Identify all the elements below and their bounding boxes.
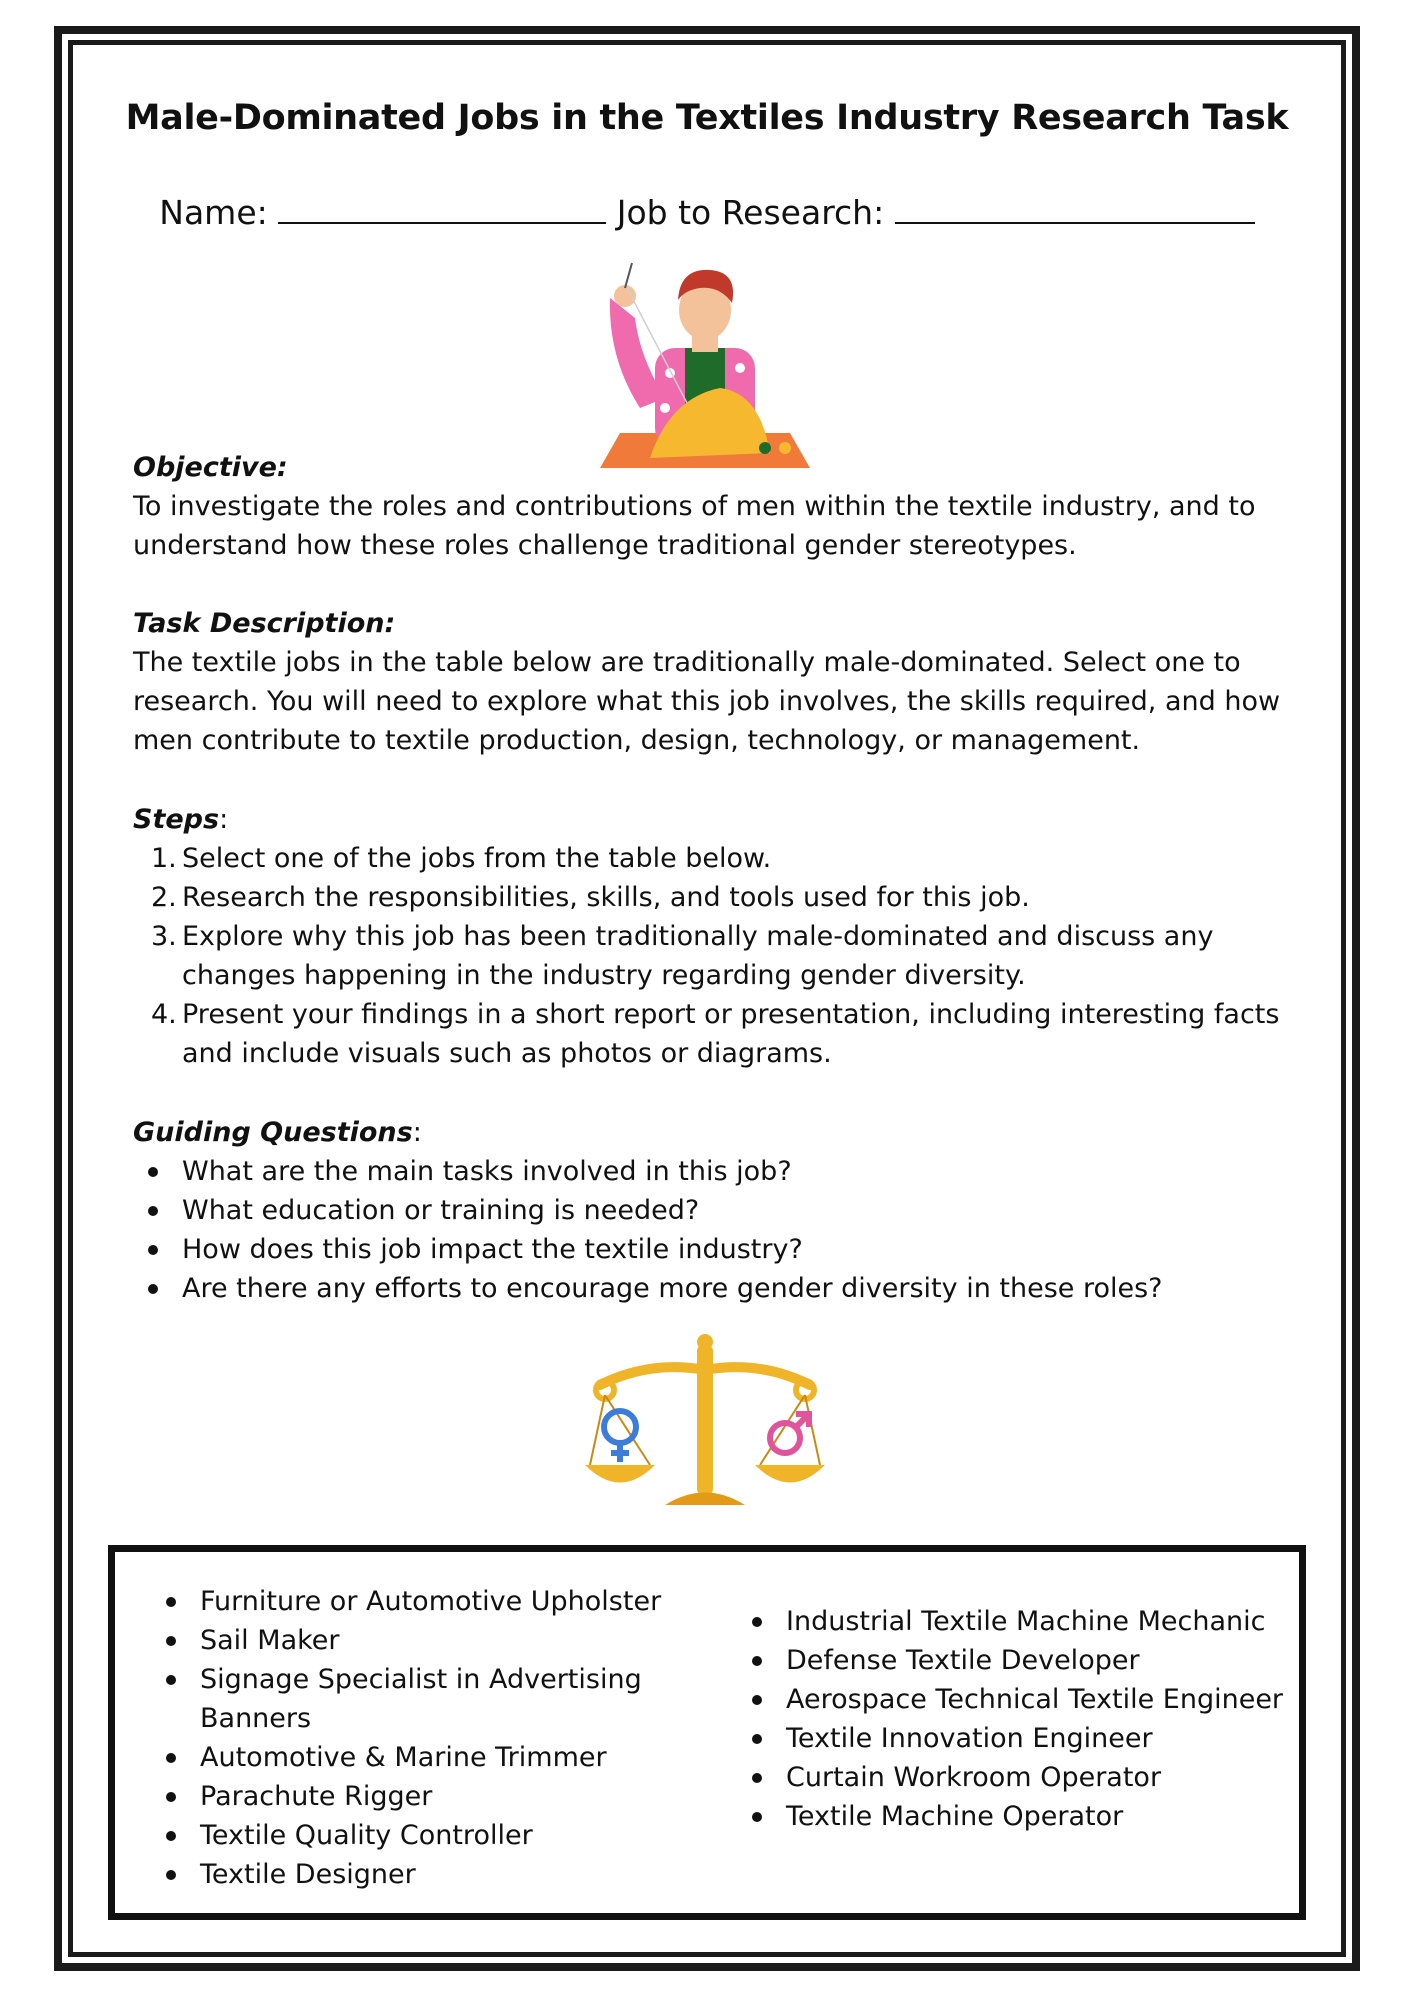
job-text: Textile Designer: [200, 1859, 416, 1890]
bullet-icon: [166, 1792, 176, 1802]
bullet-icon: [166, 1831, 176, 1841]
list-item: [737, 1641, 1297, 1680]
bullet-icon: [148, 1206, 158, 1216]
task-description-text: The textile jobs in the table below are traditionally male-dominated. Select one to research. You will need to explore what this job involves, the skills required, and how men contribute to textile production, design, technology, or management.: [133, 647, 1281, 756]
list-item: [133, 995, 1303, 1073]
step-number: 1.: [151, 843, 177, 874]
step-number: 2.: [151, 882, 177, 913]
steps-heading-colon: :: [219, 804, 229, 835]
list-item: [133, 1152, 1303, 1191]
list-item: [133, 1191, 1303, 1230]
job-text: Aerospace Technical Textile Engineer: [786, 1684, 1284, 1715]
step-text: Explore why this job has been traditionally male-dominated and discuss any changes happening in the industry regarding gender diversity.: [182, 921, 1214, 991]
step-text: Select one of the jobs from the table below.: [182, 843, 772, 874]
name-label: Name:: [159, 193, 268, 232]
step-number: 3.: [151, 921, 177, 952]
bullet-icon: [148, 1167, 158, 1177]
objective-heading: Objective:: [133, 452, 288, 483]
job-text: Signage Specialist in Advertising Banners: [200, 1664, 642, 1734]
job-text: Textile Innovation Engineer: [786, 1723, 1153, 1754]
list-item: [737, 1797, 1297, 1836]
gender-balance-scale-icon: [580, 1330, 830, 1520]
steps-section: [133, 800, 1303, 1073]
list-item: [737, 1719, 1297, 1758]
list-item: [737, 1758, 1297, 1797]
step-text: Present your findings in a short report or presentation, including interesting facts and include visuals such as photos or diagrams.: [182, 999, 1280, 1069]
list-item: [151, 1816, 671, 1855]
guiding-questions-colon: :: [412, 1117, 422, 1148]
bullet-icon: [166, 1753, 176, 1763]
bullet-icon: [752, 1695, 762, 1705]
jobs-box: [108, 1545, 1306, 1920]
bullet-icon: [752, 1812, 762, 1822]
jobs-list-left: [151, 1582, 671, 1894]
step-text: Research the responsibilities, skills, and tools used for this job.: [182, 882, 1030, 913]
task-description-heading: Task Description:: [133, 608, 396, 639]
name-field-line[interactable]: [278, 221, 606, 224]
guiding-questions-section: [133, 1113, 1303, 1308]
list-item: [151, 1621, 671, 1660]
list-item: [737, 1602, 1297, 1641]
header-fields: [0, 193, 1414, 232]
job-text: Automotive & Marine Trimmer: [200, 1742, 607, 1773]
job-field-line[interactable]: [895, 221, 1255, 224]
question-text: What education or training is needed?: [182, 1195, 700, 1226]
job-text: Curtain Workroom Operator: [786, 1762, 1162, 1793]
list-item: [133, 1269, 1303, 1308]
job-text: Sail Maker: [200, 1625, 340, 1656]
question-text: How does this job impact the textile industry?: [182, 1234, 803, 1265]
page-title: Male-Dominated Jobs in the Textiles Industry Research Task: [125, 98, 1289, 138]
objective-section: [133, 448, 1303, 565]
list-item: [133, 878, 1303, 917]
list-item: [133, 839, 1303, 878]
bullet-icon: [166, 1870, 176, 1880]
steps-list: [133, 839, 1303, 1073]
task-description-section: [133, 604, 1303, 760]
list-item: [151, 1582, 671, 1621]
jobs-list-right: [737, 1602, 1297, 1836]
guiding-questions-heading: Guiding Questions: [133, 1117, 413, 1148]
job-text: Textile Machine Operator: [786, 1801, 1124, 1832]
objective-text: To investigate the roles and contributions of men within the textile industry, and to understand how these roles challenge traditional gender stereotypes.: [133, 491, 1256, 561]
bullet-icon: [752, 1617, 762, 1627]
job-text: Furniture or Automotive Upholster: [200, 1586, 662, 1617]
bullet-icon: [752, 1656, 762, 1666]
bullet-icon: [752, 1773, 762, 1783]
bullet-icon: [752, 1734, 762, 1744]
job-label: Job to Research:: [616, 193, 885, 232]
job-text: Industrial Textile Machine Mechanic: [786, 1606, 1266, 1637]
bullet-icon: [166, 1597, 176, 1607]
list-item: [151, 1660, 671, 1738]
step-number: 4.: [151, 999, 177, 1030]
tailor-man-sewing-icon: [580, 258, 830, 473]
job-text: Defense Textile Developer: [786, 1645, 1140, 1676]
list-item: [133, 917, 1303, 995]
question-text: What are the main tasks involved in this job?: [182, 1156, 792, 1187]
bullet-icon: [166, 1675, 176, 1685]
bullet-icon: [148, 1284, 158, 1294]
list-item: [133, 1230, 1303, 1269]
guiding-questions-list: [133, 1152, 1303, 1308]
question-text: Are there any efforts to encourage more gender diversity in these roles?: [182, 1273, 1163, 1304]
list-item: [737, 1680, 1297, 1719]
job-text: Parachute Rigger: [200, 1781, 433, 1812]
bullet-icon: [166, 1636, 176, 1646]
job-text: Textile Quality Controller: [200, 1820, 533, 1851]
list-item: [151, 1855, 671, 1894]
bullet-icon: [148, 1245, 158, 1255]
list-item: [151, 1777, 671, 1816]
steps-heading: Steps: [133, 804, 220, 835]
list-item: [151, 1738, 671, 1777]
